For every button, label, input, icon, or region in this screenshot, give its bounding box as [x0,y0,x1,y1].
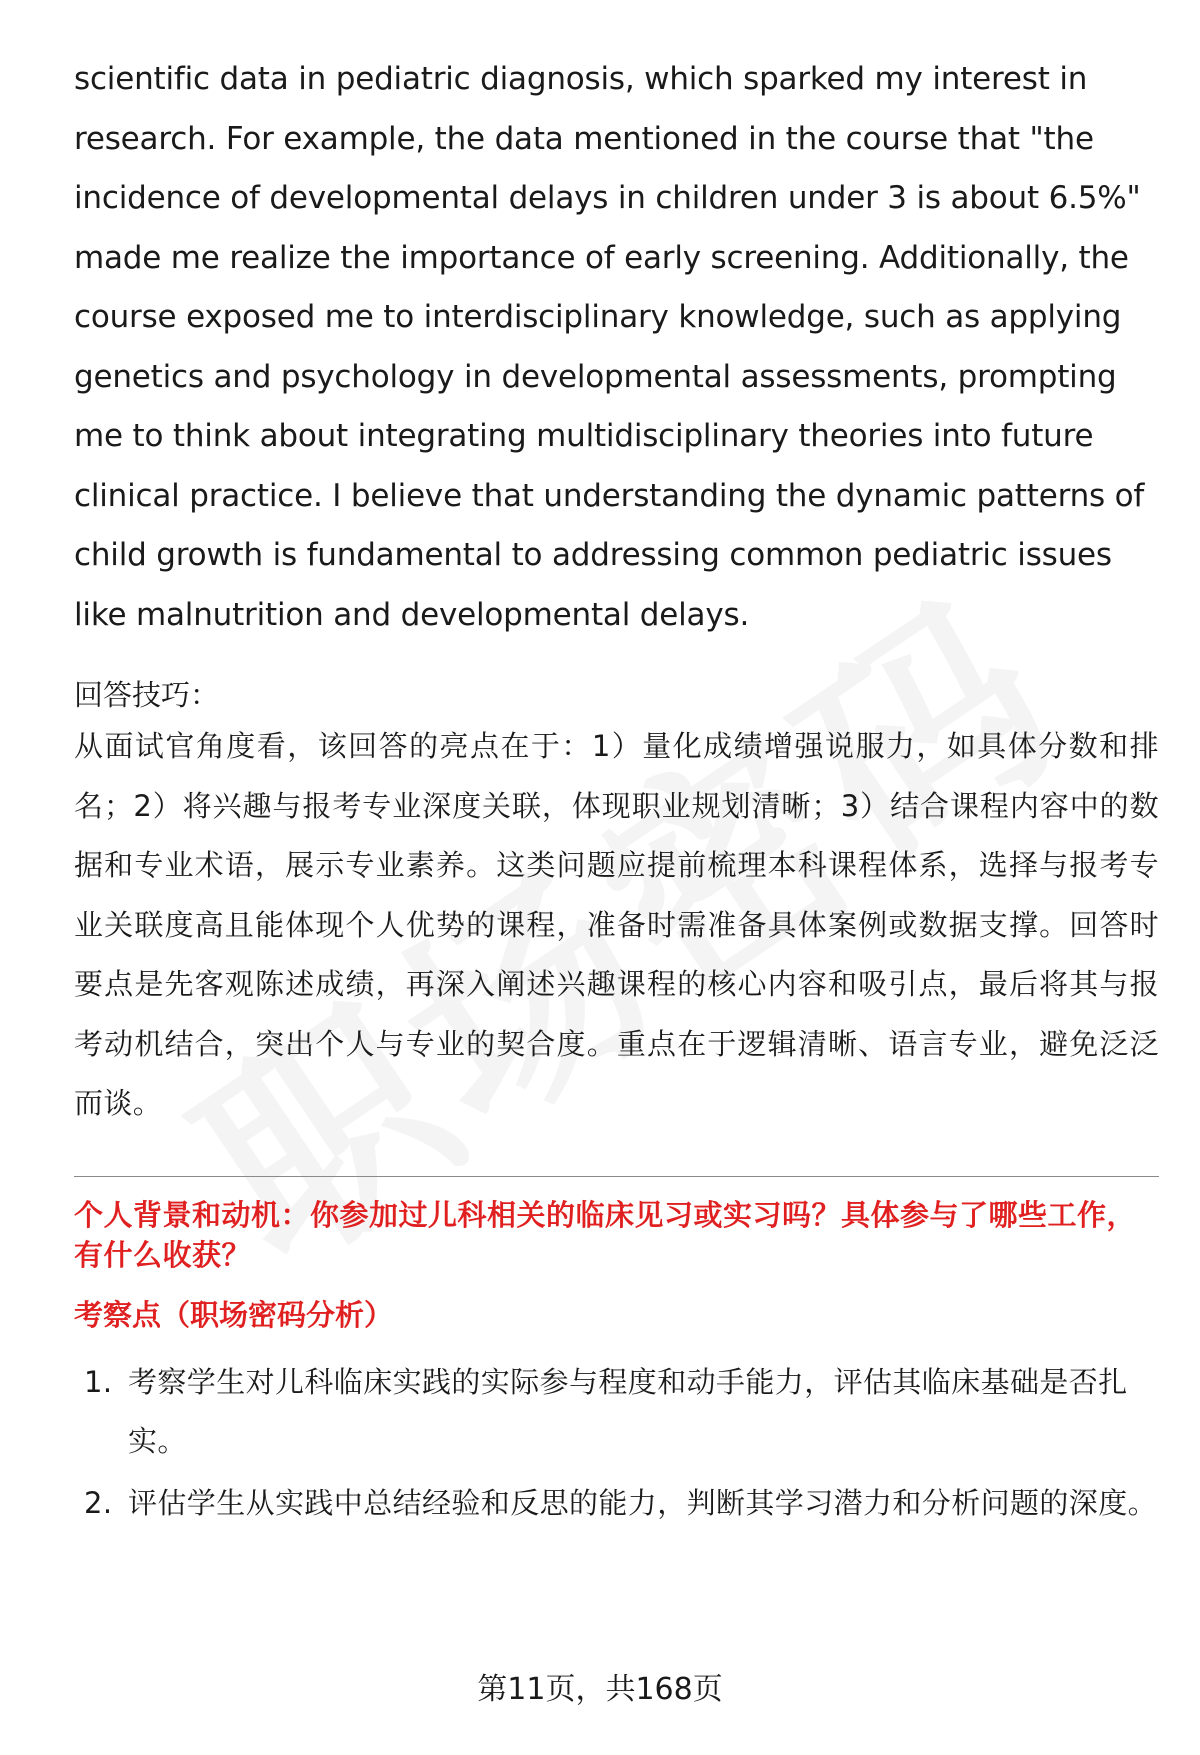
list-item-text: 考察学生对儿科临床实践的实际参与程度和动手能力，评估其临床基础是否扎实。 [128,1364,1128,1458]
assessment-points-list [74,1353,1159,1534]
assessment-heading: 考察点（职场密码分析） [74,1297,394,1332]
answer-tips-label: 回答技巧： [74,678,220,712]
question-heading: 个人背景和动机：你参加过儿科相关的临床见习或实习吗？具体参与了哪些工作，有什么收获？ [74,1197,1137,1272]
page-number-footer: 第11页，共168页 [477,1672,723,1707]
list-item-number: 1. [84,1364,113,1399]
list-item [74,1353,1159,1472]
english-answer-paragraph: scientific data in pediatric diagnosis, which sparked my interest in research. For example, the data mentioned in the course that "the incidence of developmental delays in children under 3 is about 6.5%" made me realize the importance of early screening. Additionally, the course exposed me to interdisciplinary knowledge, such as applying genetics and psychology in developmental assessments, prompting me to think about integrating multidisciplinary theories into future clinical practice. I believe that understanding the dynamic patterns of child growth is fundamental to addressing common pediatric issues like malnutrition and developmental delays. [74,61,1145,633]
document-page [74,50,1159,1535]
answer-tips-body: 从面试官角度看，该回答的亮点在于：1）量化成绩增强说服力，如具体分数和排名；2）将兴趣与报考专业深度关联，体现职业规划清晰；3）结合课程内容中的数据和专业术语，展示专业素养。这类问题应提前梳理本科课程体系，选择与报考专业关联度高且能体现个人优势的课程，准备时需准备具体案例或数据支撑。回答时要点是先客观陈述成绩，再深入阐述兴趣课程的核心内容和吸引点，最后将其与报考动机结合，突出个人与专业的契合度。重点在于逻辑清晰、语言专业，避免泛泛而谈。 [74,729,1159,1120]
list-item [74,1474,1159,1534]
section-divider [74,1176,1159,1177]
list-item-number: 2. [84,1485,113,1520]
list-item-text: 评估学生从实践中总结经验和反思的能力，判断其学习潜力和分析问题的深度。 [128,1485,1158,1520]
